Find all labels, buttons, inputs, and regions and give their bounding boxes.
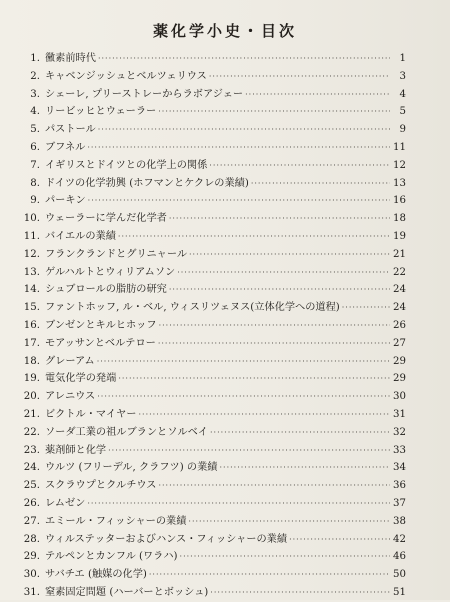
toc-entry [10,335,406,353]
toc-entry [10,103,406,121]
entry-title: アレニウス [45,391,96,403]
entry-page-number: 13 [393,177,406,189]
entry-title: レムゼン [45,497,86,509]
dot-leader [158,477,390,495]
entry-number: 8. [30,177,40,189]
entry-number: 6. [30,141,40,153]
dot-leader [97,388,390,406]
entry-title: ゲルハルトとウィリアムソン [45,266,176,278]
toc-entry [10,459,406,477]
dot-leader [158,335,390,353]
entry-title: シュブロールの脂肪の研究 [45,284,167,296]
entry-page-number: 18 [393,213,406,225]
entry-number: 4. [30,106,40,118]
entry-title: サバチエ (触媒の化学) [45,569,147,581]
toc-entry [10,548,406,566]
toc-entry [10,175,406,193]
entry-page-number: 1 [399,53,406,64]
entry-number: 31. [23,586,40,598]
entry-title: シェーレ, プリーストレーからラボアジェー [45,88,244,100]
entry-number: 9. [30,195,40,207]
toc-entry [10,246,406,264]
entry-page-number: 12 [393,159,406,171]
entry-number: 22. [23,426,40,438]
dot-leader [245,86,390,104]
dot-leader [118,228,390,246]
entry-title: ウィルステッターおよびハンス・フィッシャーの業績 [45,533,288,545]
toc-entry [10,424,406,442]
entry-page-number: 22 [393,266,406,278]
entry-page-number: 5 [399,106,406,118]
entry-title: パストール [45,124,96,136]
entry-page-number: 38 [393,515,406,527]
dot-leader [158,103,390,121]
entry-page-number: 26 [393,319,406,331]
entry-page-number: 27 [393,337,406,349]
entry-number: 30. [23,569,40,581]
dot-leader [159,317,390,335]
dot-leader [87,495,390,513]
entry-page-number: 16 [393,195,406,207]
toc-entry [10,566,406,584]
entry-title: パーキン [45,195,86,207]
dot-leader [220,459,391,477]
dot-leader [180,548,390,566]
entry-page-number: 33 [393,444,406,456]
dot-leader [108,442,390,460]
dot-leader [118,370,390,388]
dot-leader [189,246,390,264]
toc-entry [10,192,406,210]
entry-page-number: 24 [393,284,406,296]
entry-page-number: 50 [393,569,406,581]
dot-leader [138,406,390,424]
entry-number: 24. [23,462,40,474]
toc-entry [10,50,406,68]
entry-number: 1. [30,53,40,64]
toc-entry [10,86,406,104]
dot-leader [289,531,390,549]
entry-page-number: 32 [393,426,406,438]
entry-title: ソーダ工業の祖ルブランとソルベイ [45,426,208,438]
entry-page-number: 19 [393,230,406,242]
entry-title: イギリスとドイツとの化学上の関係 [45,159,208,171]
dot-leader [188,513,390,531]
dot-leader [87,139,390,157]
entry-number: 29. [23,551,40,563]
entry-title: 黴素前時代 [45,53,96,64]
entry-title: 窒素固定問題 (ハーバーとボッシュ) [45,586,209,598]
entry-page-number: 51 [393,586,406,598]
entry-title: ファントホッフ, ル・ベル, ウィスリツェヌス(立体化学への道程) [45,302,340,314]
entry-title: ウェーラーに学んだ化学者 [45,213,167,225]
entry-title: モアッサンとベルテロー [45,337,156,349]
dot-leader [210,424,390,442]
entry-number: 28. [23,533,40,545]
toc-entry [10,210,406,228]
entry-page-number: 46 [393,551,406,563]
entry-title: 電気化学の発端 [45,373,117,385]
entry-number: 5. [30,124,40,136]
toc-entry [10,299,406,317]
toc-entry [10,264,406,282]
dot-leader [209,157,390,175]
entry-title: キャベンジッシュとベルツェリウス [45,70,207,82]
entry-title: テルペンとカンフル (ワラハ) [45,551,178,563]
dot-leader [342,299,390,317]
toc-entry [10,228,406,246]
entry-title: バイエルの業績 [45,230,116,242]
entry-title: フランクランドとグリニャール [45,248,188,260]
entry-number: 13. [23,266,40,278]
entry-number: 2. [30,70,40,82]
entry-number: 27. [23,515,40,527]
toc-entry [10,353,406,371]
toc-entry [10,442,406,460]
entry-title: グレーアム [45,355,95,367]
entry-page-number: 31 [393,408,406,420]
entry-page-number: 37 [393,497,406,509]
entry-title: リービッヒとウェーラー [45,106,157,118]
entry-number: 21. [23,408,40,420]
entry-title: 薬剤師と化学 [45,444,107,456]
toc-entry [10,121,406,139]
table-of-contents [10,50,406,602]
entry-page-number: 36 [393,480,406,492]
dot-leader [97,353,390,371]
entry-number: 3. [30,88,40,100]
entry-number: 10. [23,213,40,225]
toc-entry [10,281,406,299]
dot-leader [149,566,390,584]
entry-number: 14. [23,284,40,296]
entry-page-number: 4 [399,88,406,100]
entry-page-number: 3 [399,70,406,82]
toc-entry [10,513,406,531]
dot-leader [169,281,390,299]
dot-leader [177,264,390,282]
toc-entry [10,388,406,406]
toc-entry [10,68,406,86]
toc-entry [10,157,406,175]
entry-page-number: 42 [393,533,406,545]
entry-number: 19. [23,373,40,385]
dot-leader [210,584,390,602]
toc-title: 薬化学小史・目次 [152,22,297,40]
entry-number: 23. [23,444,40,456]
entry-number: 25. [23,480,40,492]
toc-entry [10,406,406,424]
dot-leader [98,121,390,139]
dot-leader [88,192,390,210]
dot-leader [169,210,390,228]
entry-number: 12. [23,248,40,260]
dot-leader [98,50,390,68]
entry-number: 16. [23,319,40,331]
entry-page-number: 30 [393,391,406,403]
toc-entry [10,370,406,388]
entry-title: スクラウプとクルチウス [45,480,157,492]
toc-entry [10,317,406,335]
dot-leader [209,68,390,86]
entry-number: 18. [23,355,40,367]
toc-entry [10,477,406,495]
entry-page-number: 29 [393,355,406,367]
dot-leader [251,175,390,193]
entry-number: 15. [23,302,40,314]
toc-entry [10,495,406,513]
entry-page-number: 29 [393,373,406,385]
entry-page-number: 24 [393,302,406,314]
entry-number: 20. [23,391,40,403]
toc-entry [10,584,406,602]
entry-number: 26. [23,497,40,509]
entry-title: ビクトル・マイヤー [45,408,137,420]
entry-page-number: 21 [393,248,406,260]
entry-title: ブフネル [45,141,86,153]
entry-page-number: 9 [399,124,406,136]
entry-page-number: 11 [393,141,406,153]
toc-entry [10,531,406,549]
entry-number: 11. [23,230,40,242]
entry-number: 7. [30,159,40,171]
entry-title: ウルツ (フリーデル, クラフツ) の業績 [45,462,218,474]
entry-title: ブンゼンとキルヒホッフ [45,319,157,331]
entry-number: 17. [23,337,40,349]
toc-entry [10,139,406,157]
entry-title: エミール・フィッシャーの業績 [45,515,187,527]
entry-title: ドイツの化学勃興 (ホフマンとケクレの業績) [45,177,249,189]
entry-page-number: 34 [393,462,406,474]
